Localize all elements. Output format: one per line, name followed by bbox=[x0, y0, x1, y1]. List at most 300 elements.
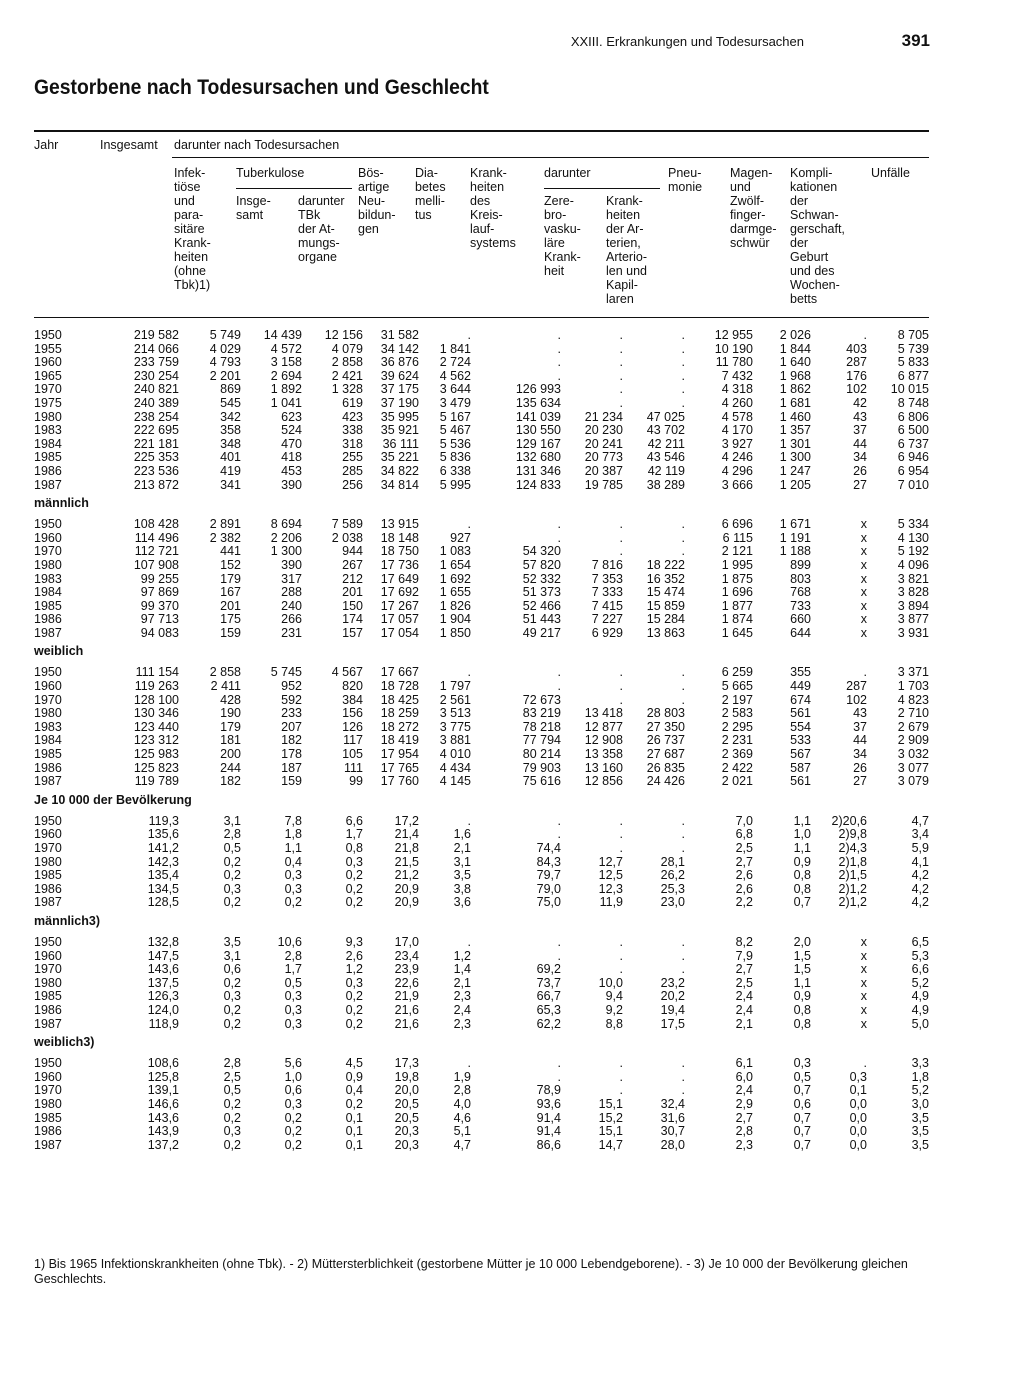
value-cell: 1,6 bbox=[453, 827, 471, 842]
value-cell: 223 536 bbox=[133, 463, 179, 478]
value-cell: 6 929 bbox=[591, 625, 623, 640]
value-cell: 5 739 bbox=[897, 341, 929, 356]
chapter-title: XXIII. Erkrankungen und Todesursachen bbox=[570, 34, 804, 49]
value-cell: 0,7 bbox=[793, 1137, 811, 1152]
value-cell: 0,3 bbox=[345, 975, 363, 990]
value-cell: 3 894 bbox=[897, 598, 929, 613]
value-cell: 2)1,5 bbox=[838, 868, 867, 883]
year-cell: 1950 bbox=[34, 328, 62, 342]
value-cell: 91,4 bbox=[536, 1110, 561, 1125]
value-cell: 42 211 bbox=[647, 436, 685, 451]
value-cell: 0,3 bbox=[223, 989, 241, 1004]
value-cell: 179 bbox=[220, 571, 241, 586]
value-cell: 1 205 bbox=[779, 477, 811, 492]
value-cell: 6 500 bbox=[897, 423, 929, 438]
year-cell: 1960 bbox=[34, 355, 62, 370]
value-cell: 6 737 bbox=[897, 436, 929, 451]
value-cell: 17,5 bbox=[660, 1016, 685, 1031]
value-cell: x bbox=[860, 625, 867, 640]
value-cell: 212 bbox=[342, 571, 363, 586]
value-cell: 1 968 bbox=[779, 368, 811, 383]
value-cell: 80 214 bbox=[522, 747, 561, 762]
value-cell: 18 728 bbox=[380, 679, 419, 694]
value-cell: 4 567 bbox=[331, 665, 363, 680]
value-cell: 21,6 bbox=[394, 1016, 419, 1031]
table-row bbox=[34, 356, 929, 370]
year-cell: 1985 bbox=[34, 747, 62, 762]
value-cell: 441 bbox=[220, 544, 241, 559]
value-cell: 2)4,3 bbox=[838, 841, 867, 855]
value-cell: 287 bbox=[846, 355, 867, 370]
value-cell: 7 816 bbox=[591, 557, 623, 572]
value-cell: 1 692 bbox=[439, 571, 471, 586]
value-cell: . bbox=[619, 692, 623, 707]
value-cell: . bbox=[619, 813, 623, 828]
value-cell: 619 bbox=[342, 395, 363, 410]
value-cell: 0,5 bbox=[284, 975, 302, 990]
value-cell: 6,5 bbox=[911, 934, 929, 949]
year-cell: 1980 bbox=[34, 975, 62, 990]
value-cell: 143,9 bbox=[147, 1124, 179, 1139]
year-cell: 1960 bbox=[34, 679, 62, 694]
value-cell: 2,3 bbox=[735, 1137, 753, 1152]
value-cell: 2,1 bbox=[735, 1016, 753, 1031]
value-cell: 2,1 bbox=[453, 975, 471, 990]
value-cell: 0,3 bbox=[223, 1124, 241, 1139]
value-cell: 267 bbox=[342, 557, 363, 572]
table-row bbox=[34, 748, 929, 762]
footnotes: 1) Bis 1965 Infektionskrankheiten (ohne Tbk). - 2) Müttersterblichkeit (gestorbene Mütter je 10 000 Lebendgeborene). - 3) Je 10 000 der Bevölkerung gleichen Geschlechts. bbox=[34, 1257, 908, 1286]
value-cell: 11,9 bbox=[599, 895, 623, 910]
value-cell: 3 032 bbox=[897, 747, 929, 762]
value-cell: 152 bbox=[220, 557, 241, 572]
year-cell: 1985 bbox=[34, 1110, 62, 1125]
value-cell: 31 582 bbox=[380, 328, 419, 342]
value-cell: 8 705 bbox=[897, 328, 929, 342]
table-top-rule bbox=[34, 130, 929, 132]
value-cell: 1 797 bbox=[439, 679, 471, 694]
value-cell: 17 267 bbox=[380, 598, 419, 613]
value-cell: 338 bbox=[342, 423, 363, 438]
value-cell: . bbox=[681, 382, 685, 397]
value-cell: 0,8 bbox=[793, 881, 811, 896]
value-cell: 18 419 bbox=[380, 733, 419, 748]
value-cell: 21,4 bbox=[394, 827, 419, 842]
year-cell: 1970 bbox=[34, 841, 62, 855]
value-cell: 126 993 bbox=[515, 382, 561, 397]
value-cell: 5 745 bbox=[270, 665, 302, 680]
value-cell: 0,8 bbox=[793, 868, 811, 883]
value-cell: 266 bbox=[281, 612, 302, 627]
value-cell: 2)1,8 bbox=[838, 854, 867, 869]
value-cell: 1,5 bbox=[793, 948, 811, 963]
value-cell: 4 823 bbox=[897, 692, 929, 707]
value-cell: 134,5 bbox=[147, 881, 179, 896]
value-cell: 256 bbox=[342, 477, 363, 492]
table-row bbox=[34, 1004, 929, 1018]
value-cell: 1,1 bbox=[793, 813, 811, 828]
value-cell: 35 221 bbox=[380, 450, 419, 465]
value-cell: 3 079 bbox=[897, 774, 929, 789]
value-cell: 7 415 bbox=[591, 598, 623, 613]
value-cell: 10 190 bbox=[714, 341, 753, 356]
value-cell: 126 bbox=[342, 719, 363, 734]
value-cell: 0,3 bbox=[345, 854, 363, 869]
value-cell: 2 421 bbox=[331, 368, 363, 383]
value-cell: 0,3 bbox=[284, 1002, 302, 1017]
value-cell: 1 703 bbox=[897, 679, 929, 694]
value-cell: 2,7 bbox=[735, 1110, 753, 1125]
value-cell: 15 474 bbox=[646, 585, 685, 600]
value-cell: 5,9 bbox=[911, 841, 929, 855]
value-cell: 111 bbox=[343, 760, 363, 775]
value-cell: 952 bbox=[281, 679, 302, 694]
value-cell: 18 148 bbox=[380, 530, 419, 545]
value-cell: 20,3 bbox=[394, 1137, 419, 1152]
value-cell: . bbox=[619, 841, 623, 855]
value-cell: . bbox=[619, 1069, 623, 1084]
value-cell: 545 bbox=[220, 395, 241, 410]
table-row bbox=[34, 343, 929, 357]
value-cell: . bbox=[863, 665, 867, 680]
value-cell: 2,8 bbox=[223, 1056, 241, 1071]
value-cell: 2 021 bbox=[721, 774, 753, 789]
value-cell: 139,1 bbox=[147, 1083, 179, 1098]
value-cell: 107 908 bbox=[133, 557, 179, 572]
value-cell: 1 874 bbox=[721, 612, 753, 627]
value-cell: 52 466 bbox=[522, 598, 561, 613]
value-cell: 24 426 bbox=[646, 774, 685, 789]
year-cell: 1970 bbox=[34, 382, 62, 397]
value-cell: 1 247 bbox=[779, 463, 811, 478]
value-cell: 6 954 bbox=[897, 463, 929, 478]
table-row bbox=[34, 1057, 929, 1071]
col-header-zerebrovaskulaer: Zere- bro- vasku- läre Krank- heit bbox=[544, 194, 581, 278]
value-cell: 142,3 bbox=[147, 854, 179, 869]
value-cell: x bbox=[860, 934, 867, 949]
value-cell: 1,8 bbox=[284, 827, 302, 842]
value-cell: 0,2 bbox=[345, 1016, 363, 1031]
value-cell: 114 496 bbox=[134, 530, 179, 545]
value-cell: 99 bbox=[349, 774, 363, 789]
value-cell: 5 749 bbox=[209, 328, 241, 342]
value-cell: 0,2 bbox=[223, 854, 241, 869]
year-cell: 1987 bbox=[34, 477, 62, 492]
value-cell: 2 422 bbox=[721, 760, 753, 775]
value-cell: 19 785 bbox=[584, 477, 623, 492]
value-cell: 2,9 bbox=[735, 1096, 753, 1111]
value-cell: 318 bbox=[342, 436, 363, 451]
value-cell: 384 bbox=[342, 692, 363, 707]
value-cell: 37 190 bbox=[380, 395, 419, 410]
value-cell: . bbox=[681, 841, 685, 855]
value-cell: . bbox=[619, 679, 623, 694]
table-row bbox=[34, 963, 929, 977]
value-cell: 2,8 bbox=[453, 1083, 471, 1098]
value-cell: 181 bbox=[220, 733, 241, 748]
value-cell: 219 582 bbox=[133, 328, 179, 342]
year-cell: 1985 bbox=[34, 868, 62, 883]
value-cell: 0,3 bbox=[284, 1096, 302, 1111]
value-cell: 0,2 bbox=[223, 1137, 241, 1152]
value-cell: 13 418 bbox=[584, 706, 623, 721]
value-cell: 175 bbox=[220, 612, 241, 627]
value-cell: 2)1,2 bbox=[838, 881, 867, 896]
value-cell: 17 649 bbox=[380, 571, 419, 586]
value-cell: 1 904 bbox=[439, 612, 471, 627]
value-cell: 0,1 bbox=[849, 1083, 867, 1098]
value-cell: 0,9 bbox=[793, 854, 811, 869]
value-cell: 1,0 bbox=[793, 827, 811, 842]
value-cell: 20 387 bbox=[584, 463, 623, 478]
year-cell: 1950 bbox=[34, 517, 62, 532]
value-cell: 0,2 bbox=[345, 895, 363, 910]
value-cell: 341 bbox=[220, 477, 241, 492]
value-cell: 0,2 bbox=[284, 1137, 302, 1152]
value-cell: 2,4 bbox=[735, 1083, 753, 1098]
value-cell: 0,7 bbox=[793, 1124, 811, 1139]
value-cell: 287 bbox=[846, 679, 867, 694]
value-cell: . bbox=[557, 355, 561, 370]
value-cell: 7,9 bbox=[735, 948, 753, 963]
year-cell: 1980 bbox=[34, 706, 62, 721]
value-cell: 355 bbox=[790, 665, 811, 680]
value-cell: 401 bbox=[220, 450, 241, 465]
value-cell: 17 760 bbox=[380, 774, 419, 789]
value-cell: 2,0 bbox=[793, 934, 811, 949]
value-cell: 20 241 bbox=[584, 436, 623, 451]
value-cell: 1 357 bbox=[779, 423, 811, 438]
value-cell: 8 694 bbox=[270, 517, 302, 532]
value-cell: 17 054 bbox=[380, 625, 419, 640]
value-cell: 0,2 bbox=[345, 868, 363, 883]
value-cell: 201 bbox=[220, 598, 241, 613]
year-cell: 1984 bbox=[34, 585, 62, 600]
value-cell: 102 bbox=[846, 692, 867, 707]
value-cell: 4 793 bbox=[209, 355, 241, 370]
value-cell: 6,8 bbox=[735, 827, 753, 842]
value-cell: 130 550 bbox=[515, 423, 561, 438]
data-table bbox=[34, 329, 929, 1152]
value-cell: 423 bbox=[342, 409, 363, 424]
value-cell: 1 826 bbox=[439, 598, 471, 613]
value-cell: 102 bbox=[846, 382, 867, 397]
value-cell: 75,0 bbox=[536, 895, 561, 910]
header-bottom-rule bbox=[34, 317, 929, 318]
value-cell: 231 bbox=[281, 625, 302, 640]
value-cell: 390 bbox=[281, 477, 302, 492]
value-cell: 150 bbox=[342, 598, 363, 613]
year-cell: 1986 bbox=[34, 881, 62, 896]
value-cell: . bbox=[557, 948, 561, 963]
value-cell: x bbox=[860, 585, 867, 600]
value-cell: 22,6 bbox=[394, 975, 419, 990]
value-cell: 899 bbox=[790, 557, 811, 572]
value-cell: 5 167 bbox=[439, 409, 471, 424]
running-header bbox=[0, 31, 930, 54]
value-cell: 2 121 bbox=[721, 544, 753, 559]
value-cell: 51 443 bbox=[522, 612, 561, 627]
value-cell: 4,7 bbox=[453, 1137, 471, 1152]
col-header-tbk-insgesamt: Insge- samt bbox=[236, 194, 271, 222]
value-cell: 2)1,2 bbox=[838, 895, 867, 910]
value-cell: 3 077 bbox=[897, 760, 929, 775]
table-row bbox=[34, 896, 929, 910]
value-cell: 1 191 bbox=[779, 530, 811, 545]
value-cell: 0,2 bbox=[223, 1096, 241, 1111]
value-cell: 0,2 bbox=[284, 1124, 302, 1139]
table-row bbox=[34, 762, 929, 776]
value-cell: 2 710 bbox=[897, 706, 929, 721]
value-cell: 4 260 bbox=[721, 395, 753, 410]
value-cell: 3 821 bbox=[897, 571, 929, 586]
value-cell: 78 218 bbox=[522, 719, 561, 734]
table-row bbox=[34, 411, 929, 425]
value-cell: 0,4 bbox=[345, 1083, 363, 1098]
table-row bbox=[34, 479, 929, 493]
year-cell: 1970 bbox=[34, 1083, 62, 1098]
value-cell: 869 bbox=[220, 382, 241, 397]
value-cell: . bbox=[681, 679, 685, 694]
value-cell: 3,5 bbox=[453, 868, 471, 883]
value-cell: 78,9 bbox=[536, 1083, 561, 1098]
value-cell: 17 057 bbox=[380, 612, 419, 627]
value-cell: 54 320 bbox=[522, 544, 561, 559]
value-cell: 123 312 bbox=[133, 733, 179, 748]
value-cell: 200 bbox=[220, 747, 241, 762]
value-cell: 5 836 bbox=[439, 450, 471, 465]
value-cell: 65,3 bbox=[536, 1002, 561, 1017]
value-cell: 1 862 bbox=[779, 382, 811, 397]
year-cell: 1950 bbox=[34, 934, 62, 949]
value-cell: 288 bbox=[281, 585, 302, 600]
value-cell: 108 428 bbox=[133, 517, 179, 532]
value-cell: 34 bbox=[853, 450, 867, 465]
value-cell: 0,5 bbox=[223, 1083, 241, 1098]
value-cell: 15,1 bbox=[598, 1096, 623, 1111]
value-cell: . bbox=[681, 692, 685, 707]
value-cell: 0,1 bbox=[345, 1124, 363, 1139]
col-header-magen: Magen- und Zwölf- finger- darmge- schwür bbox=[730, 166, 777, 250]
value-cell: 342 bbox=[220, 409, 241, 424]
value-cell: 2,7 bbox=[735, 962, 753, 977]
year-cell: 1970 bbox=[34, 692, 62, 707]
table-row bbox=[34, 438, 929, 452]
value-cell: 20,2 bbox=[660, 989, 685, 1004]
value-cell: . bbox=[557, 813, 561, 828]
value-cell: 8 748 bbox=[897, 395, 929, 410]
value-cell: 42 119 bbox=[647, 463, 685, 478]
value-cell: 62,2 bbox=[536, 1016, 561, 1031]
year-cell: 1970 bbox=[34, 544, 62, 559]
value-cell: 0,4 bbox=[284, 854, 302, 869]
value-cell: 79 903 bbox=[522, 760, 561, 775]
value-cell: 15,2 bbox=[598, 1110, 623, 1125]
col-header-unfaelle: Unfälle bbox=[871, 166, 910, 180]
value-cell: 16 352 bbox=[646, 571, 685, 586]
value-cell: 419 bbox=[220, 463, 241, 478]
value-cell: x bbox=[860, 989, 867, 1004]
value-cell: 75 616 bbox=[522, 774, 561, 789]
value-cell: 561 bbox=[790, 774, 811, 789]
value-cell: 0,0 bbox=[849, 1110, 867, 1125]
value-cell: . bbox=[681, 1056, 685, 1071]
value-cell: . bbox=[557, 530, 561, 545]
table-row bbox=[34, 856, 929, 870]
value-cell: 0,3 bbox=[284, 881, 302, 896]
value-cell: 19,8 bbox=[394, 1069, 419, 1084]
value-cell: . bbox=[619, 948, 623, 963]
value-cell: . bbox=[557, 1069, 561, 1084]
value-cell: 733 bbox=[790, 598, 811, 613]
value-cell: 0,8 bbox=[345, 841, 363, 855]
year-cell: 1950 bbox=[34, 665, 62, 680]
value-cell: 3 513 bbox=[439, 706, 471, 721]
value-cell: 233 759 bbox=[133, 355, 179, 370]
value-cell: 3,5 bbox=[911, 1124, 929, 1139]
value-cell: 3,0 bbox=[911, 1096, 929, 1111]
year-cell: 1983 bbox=[34, 423, 62, 438]
value-cell: 7 010 bbox=[897, 477, 929, 492]
value-cell: 157 bbox=[342, 625, 363, 640]
value-cell: 2 679 bbox=[897, 719, 929, 734]
value-cell: 26 737 bbox=[646, 733, 685, 748]
year-cell: 1986 bbox=[34, 612, 62, 627]
value-cell: 132 680 bbox=[515, 450, 561, 465]
value-cell: 3 881 bbox=[439, 733, 471, 748]
value-cell: 2)9,8 bbox=[838, 827, 867, 842]
value-cell: 1 301 bbox=[779, 436, 811, 451]
value-cell: 1,7 bbox=[345, 827, 363, 842]
year-cell: 1987 bbox=[34, 1016, 62, 1031]
value-cell: 6 115 bbox=[722, 530, 753, 545]
value-cell: 240 389 bbox=[133, 395, 179, 410]
value-cell: 20,9 bbox=[394, 895, 419, 910]
value-cell: . bbox=[467, 328, 471, 342]
value-cell: 358 bbox=[220, 423, 241, 438]
value-cell: . bbox=[467, 665, 471, 680]
table-row bbox=[34, 707, 929, 721]
value-cell: 119 263 bbox=[134, 679, 179, 694]
value-cell: 927 bbox=[450, 530, 471, 545]
table-row bbox=[34, 465, 929, 479]
value-cell: 57 820 bbox=[522, 557, 561, 572]
value-cell: 348 bbox=[220, 436, 241, 451]
value-cell: 2 197 bbox=[721, 692, 753, 707]
value-cell: 159 bbox=[220, 625, 241, 640]
value-cell: 428 bbox=[220, 692, 241, 707]
value-cell: 6,1 bbox=[735, 1056, 753, 1071]
table-row bbox=[34, 397, 929, 411]
value-cell: 6 259 bbox=[721, 665, 753, 680]
value-cell: 0,9 bbox=[345, 1069, 363, 1084]
value-cell: 644 bbox=[790, 625, 811, 640]
value-cell: 7,0 bbox=[735, 813, 753, 828]
value-cell: 3,1 bbox=[223, 813, 241, 828]
value-cell: 9,3 bbox=[345, 934, 363, 949]
value-cell: 0,5 bbox=[793, 1069, 811, 1084]
year-cell: 1983 bbox=[34, 571, 62, 586]
value-cell: 20,5 bbox=[394, 1110, 419, 1125]
value-cell: 25,3 bbox=[660, 881, 685, 896]
value-cell: 0,6 bbox=[793, 1096, 811, 1111]
value-cell: . bbox=[681, 665, 685, 680]
value-cell: 4 096 bbox=[897, 557, 929, 572]
table-row bbox=[34, 370, 929, 384]
value-cell: 26,2 bbox=[660, 868, 685, 883]
value-cell: 179 bbox=[220, 719, 241, 734]
value-cell: 2,6 bbox=[345, 948, 363, 963]
